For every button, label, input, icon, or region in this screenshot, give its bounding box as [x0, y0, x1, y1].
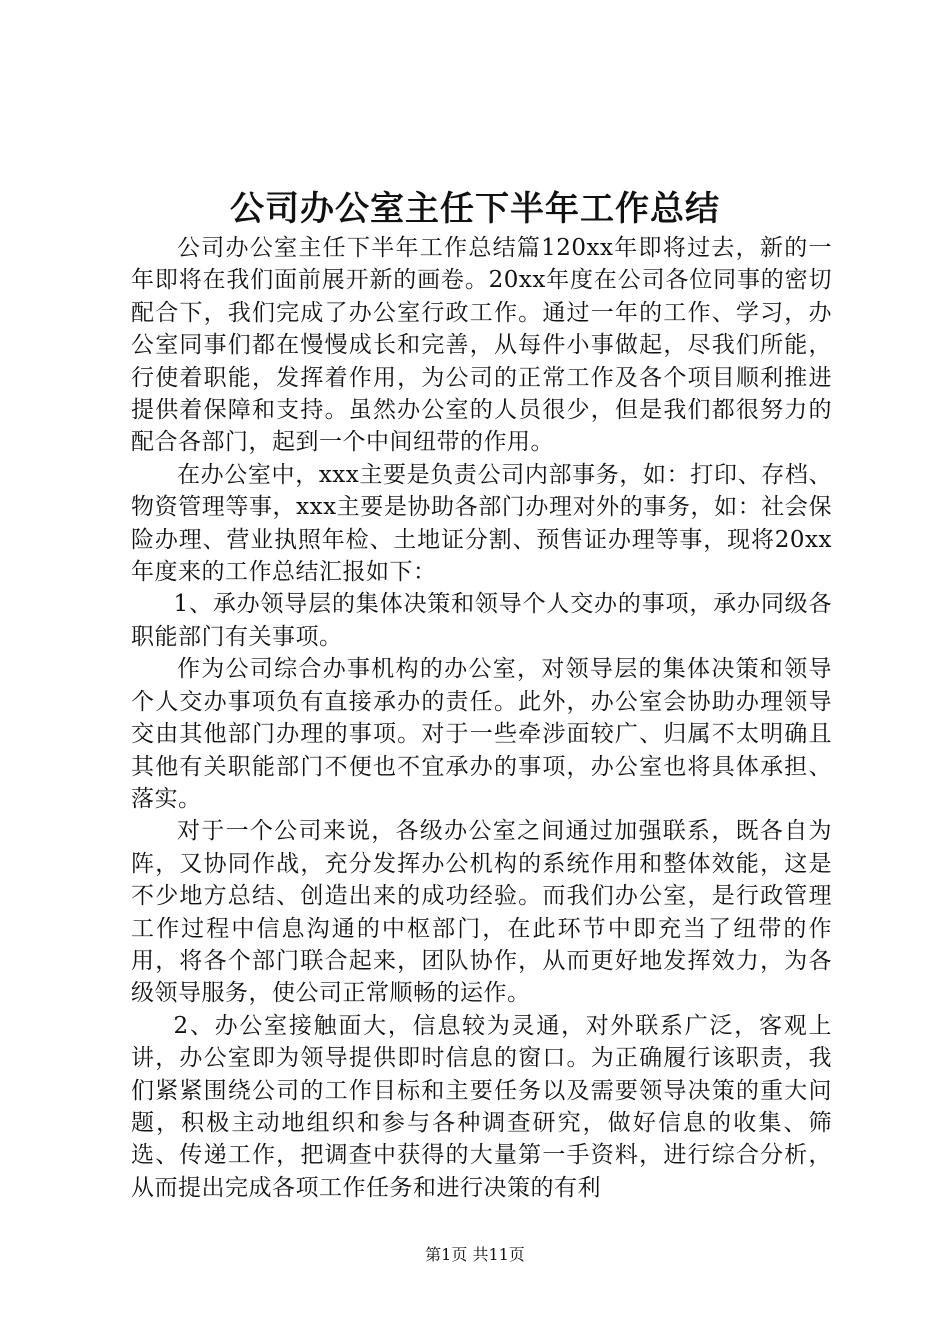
numbered-item: 2、办公室接触面大，信息较为灵通，对外联系广泛，客观上讲，办公室即为领导提供即时信息的窗口。为正确履行该职责，我们紧紧围绕公司的工作目标和主要任务以及需要领导决策的重大问题，积极主动地组织和参与各种调查研究，做好信息的收集、筛选、传递工作，把调查中获得的大量第一手资料，进行综合分析，从而提出完成各项工作任务和进行决策的有利 — [131, 1012, 832, 1201]
page-indicator: 第1页 共11页 — [425, 1245, 525, 1264]
document-body — [131, 232, 832, 1204]
body-paragraph: 公司办公室主任下半年工作总结篇120xx年即将过去，新的一年即将在我们面前展开新的画卷。20xx年度在公司各位同事的密切配合下，我们完成了办公室行政工作。通过一年的工作、学习，办公室同事们都在慢慢成长和完善，从每件小事做起，尽我们所能，行使着职能，发挥着作用，为公司的正常工作及各个项目顺利推进提供着保障和支持。虽然办公室的人员很少，但是我们都很努力的配合各部门，起到一个中间纽带的作用。 — [131, 235, 832, 456]
numbered-item: 1、承办领导层的集体决策和领导个人交办的事项，承办同级各职能部门有关事项。 — [131, 591, 832, 650]
body-paragraph: 对于一个公司来说，各级办公室之间通过加强联系，既各自为阵，又协同作战，充分发挥办公机构的系统作用和整体效能，这是不少地方总结、创造出来的成功经验。而我们办公室，是行政管理工作过程中信息沟通的中枢部门，在此环节中即充当了纽带的作用，将各个部门联合起来，团队协作，从而更好地发挥效力，为各级领导服务，使公司正常顺畅的运作。 — [131, 818, 832, 1007]
body-paragraph: 在办公室中，xxx主要是负责公司内部事务，如：打印、存档、物资管理等事，xxx主要是协助各部门办理对外的事务，如：社会保险办理、营业执照年检、土地证分割、预售证办理等事，现将20xx年度来的工作总结汇报如下： — [131, 461, 832, 586]
body-paragraph: 作为公司综合办事机构的办公室，对领导层的集体决策和领导个人交办事项负有直接承办的责任。此外，办公室会协助办理领导交由其他部门办理的事项。对于一些牵涉面较广、归属不太明确且其他有关职能部门不便也不宜承办的事项，办公室也将具体承担、落实。 — [131, 656, 832, 812]
document-title: 公司办公室主任下半年工作总结 — [230, 189, 720, 229]
